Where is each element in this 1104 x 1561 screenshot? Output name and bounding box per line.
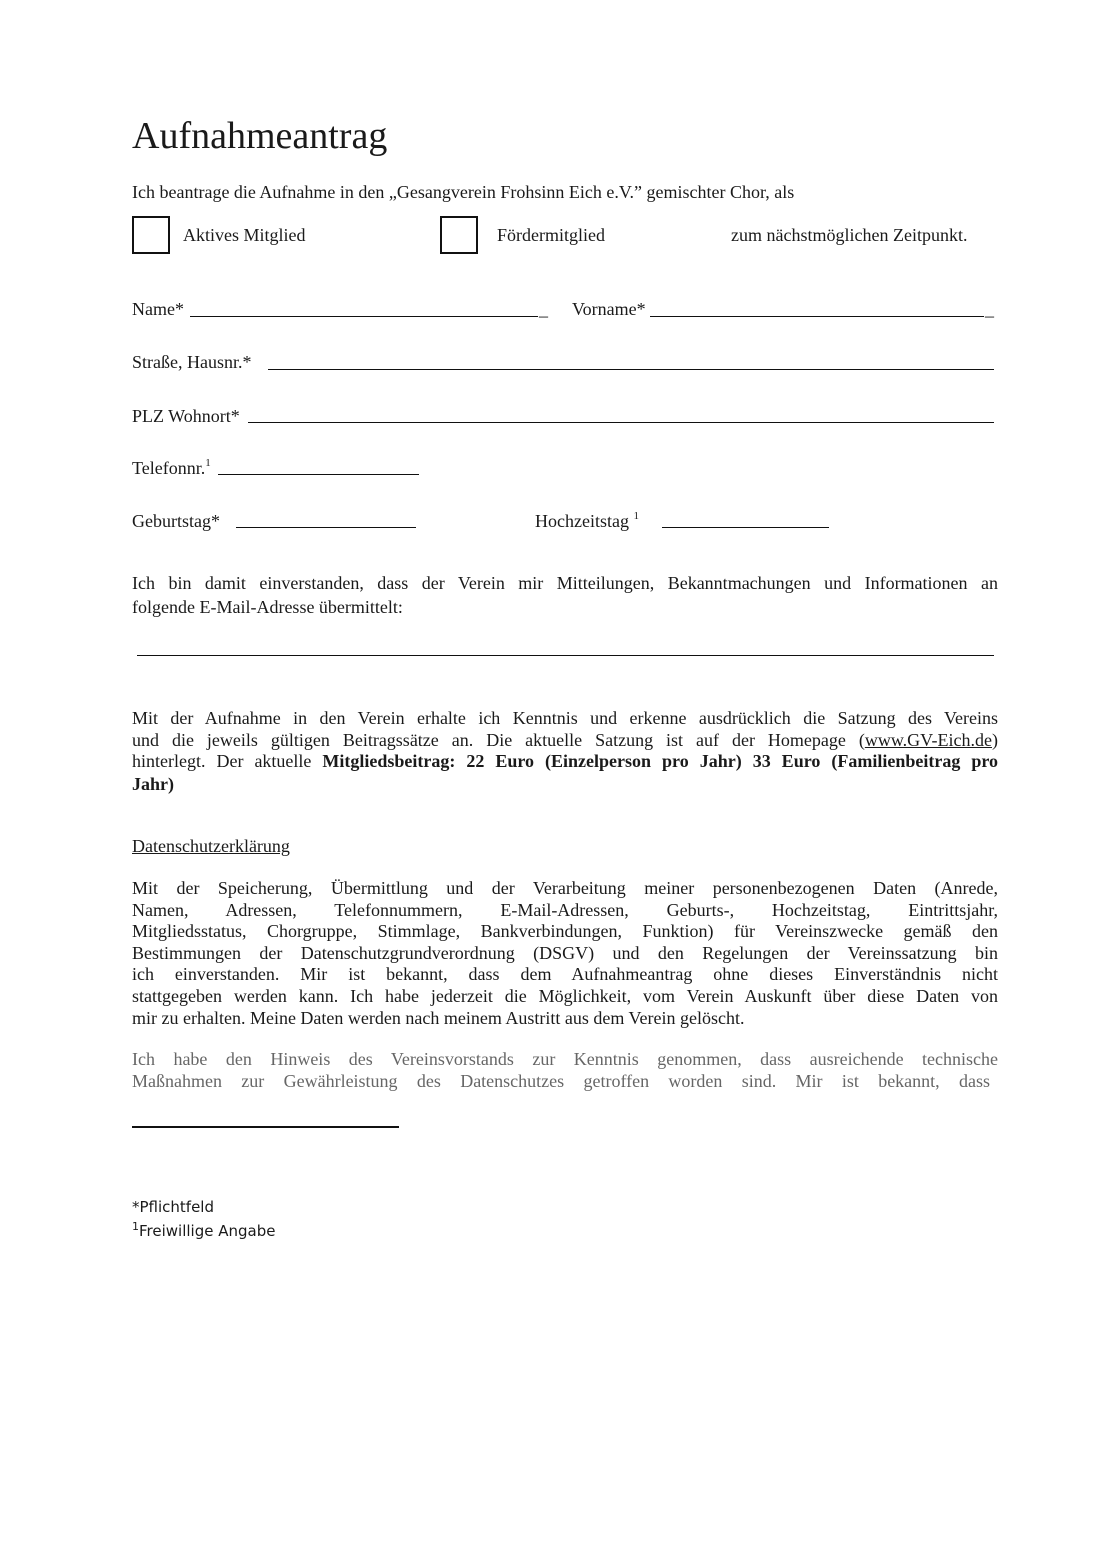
privacy-line-1: Mit der Speicherung, Übermittlung und der Verarbeitung meiner personenbezogenen Daten (Anrede, (132, 878, 998, 898)
email-consent-line-1: Ich bin damit einverstanden, dass der Verein mir Mitteilungen, Bekanntmachungen und Informationen an (132, 573, 998, 593)
privacy-line-2: Namen, Adressen, Telefonnummern, E-Mail-Adressen, Geburts-, Hochzeitstag, Eintrittsjahr, (132, 900, 998, 920)
birthday-label: Geburtstag* (132, 511, 220, 531)
timing-text: zum nächstmöglichen Zeitpunkt. (731, 225, 968, 245)
name-label: Name* (132, 299, 184, 319)
satzung-line-3 (132, 751, 998, 773)
anniversary-label (535, 510, 639, 535)
name-field[interactable] (190, 316, 538, 317)
anniversary-footnote-marker: 1 (633, 510, 639, 522)
email-field[interactable] (137, 655, 994, 656)
birthday-field[interactable] (236, 527, 416, 528)
intro-text: Ich beantrage die Aufnahme in den „Gesangverein Frohsinn Eich e.V.” gemischter Chor, als (132, 182, 795, 202)
privacy-line-6: stattgegeben werden kann. Ich habe jederzeit die Möglichkeit, vom Verein Auskunft über diese Daten von (132, 986, 998, 1006)
satzung-line-2 (132, 730, 998, 752)
privacy-line-7: mir zu erhalten. Meine Daten werden nach meinem Austritt aus dem Verein gelöscht. (132, 1008, 745, 1028)
email-consent-line-2: folgende E-Mail-Adresse übermittelt: (132, 597, 403, 617)
notice-line-1: Ich habe den Hinweis des Vereinsvorstands zur Kenntnis genommen, dass ausreichende technische (132, 1049, 998, 1069)
notice-line-2: Maßnahmen zur Gewährleistung des Datenschutzes getroffen worden sind. Mir ist bekannt, dass (132, 1071, 990, 1091)
active-member-label: Aktives Mitglied (183, 225, 306, 245)
anniversary-field[interactable] (662, 527, 829, 528)
vorname-field-tail: _ (985, 299, 994, 319)
plz-label: PLZ Wohnort* (132, 406, 240, 426)
signature-line[interactable] (132, 1126, 399, 1128)
phone-label-text: Telefonnr. (132, 458, 206, 478)
satzung-line-3-text: hinterlegt. Der aktuelle (132, 751, 312, 771)
satzung-line-2-close: ) (992, 730, 998, 750)
privacy-line-3: Mitgliedsstatus, Chorgruppe, Stimmlage, Bankverbindungen, Funktion) für Vereinszwecke gemäß den (132, 921, 998, 941)
footnote-optional-marker: 1 (132, 1220, 139, 1233)
privacy-line-4: Bestimmungen der Datenschutzgrundverordnung (DSGV) und den Regelungen der Vereinssatzung bin (132, 943, 998, 963)
support-member-label: Fördermitglied (497, 225, 605, 245)
phone-label (132, 457, 211, 482)
phone-field[interactable] (218, 474, 419, 475)
phone-footnote-marker: 1 (205, 457, 211, 469)
homepage-link[interactable]: www.GV-Eich.de (864, 730, 992, 750)
footnote-required: *Pflichtfeld (132, 1198, 214, 1216)
vorname-field[interactable] (650, 316, 984, 317)
active-member-checkbox[interactable] (132, 216, 170, 254)
plz-field[interactable] (248, 422, 994, 423)
footnote-optional-text: Freiwillige Angabe (139, 1222, 276, 1240)
footnote-optional (132, 1219, 275, 1245)
street-label: Straße, Hausnr.* (132, 352, 252, 372)
page-title: Aufnahmeantrag (132, 115, 388, 157)
privacy-heading: Datenschutzerklärung (132, 836, 290, 856)
membership-fee: Mitgliedsbeitrag: 22 Euro (Einzelperson pro Jahr) 33 Euro (Familienbeitrag pro (322, 751, 998, 771)
satzung-line-1: Mit der Aufnahme in den Verein erhalte ich Kenntnis und erkenne ausdrücklich die Satzung des Vereins (132, 708, 998, 728)
street-field[interactable] (268, 369, 994, 370)
satzung-line-4: Jahr) (132, 774, 174, 794)
name-field-tail: _ (539, 299, 548, 319)
vorname-label: Vorname* (572, 299, 646, 319)
privacy-line-5: ich einverstanden. Mir ist bekannt, dass dem Aufnahmeantrag ohne dieses Einverständnis nicht (132, 964, 998, 984)
satzung-line-2-text: und die jeweils gültigen Beitragssätze an. Die aktuelle Satzung ist auf der Homepage ( (132, 730, 865, 750)
anniversary-label-text: Hochzeitstag (535, 511, 629, 531)
support-member-checkbox[interactable] (440, 216, 478, 254)
